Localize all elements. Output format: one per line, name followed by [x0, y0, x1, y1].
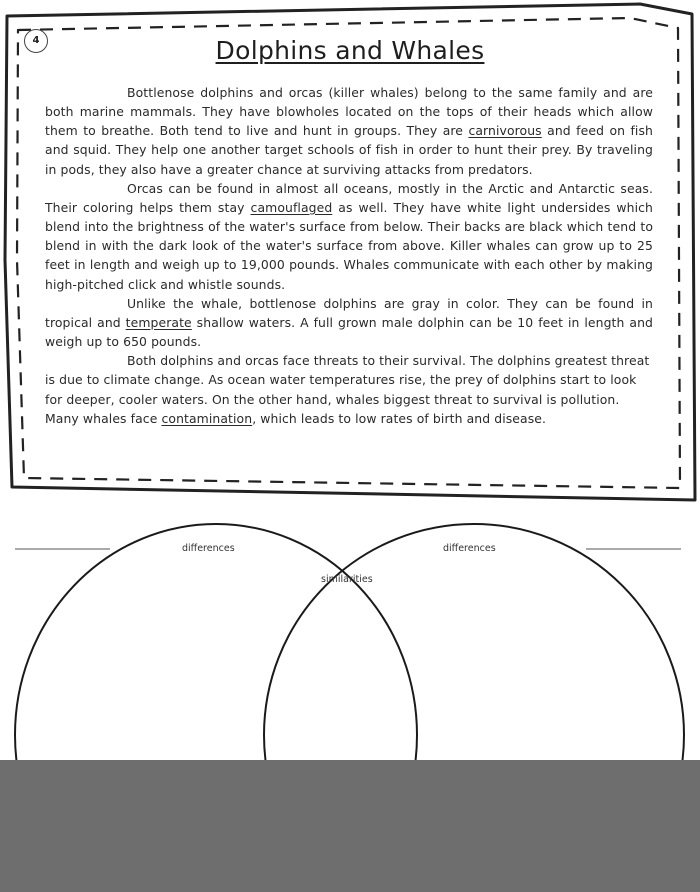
paragraph-4	[45, 351, 653, 428]
vocabulary-word: temperate	[125, 314, 192, 330]
paragraph-text: Orcas can be found in almost all oceans, mostly in the Arctic and Antarctic seas. Their coloring helps them stay	[45, 180, 653, 215]
bottom-gray-band	[0, 760, 700, 892]
vocabulary-word: carnivorous	[468, 123, 542, 139]
paragraph-text: Both dolphins and orcas face threats to their survival. The dolphins greatest threat is due to climate change. As ocean water temperatures rise, the prey of dolphins start to look for deeper, cooler waters. On the other hand, whales biggest threat to survival is pollution. Many whales face	[45, 353, 650, 426]
paragraph-text: Unlike the whale, bottlenose dolphins are gray in color. They can be found in tropical and	[45, 295, 653, 330]
vocabulary-word: camouflaged	[250, 199, 333, 215]
paragraph-1	[45, 83, 653, 179]
paragraph-text: , which leads to low rates of birth and disease.	[252, 410, 547, 426]
paragraph-2	[45, 179, 653, 294]
similarities-label: similarities	[321, 574, 373, 585]
right-differences-label: differences	[443, 543, 496, 554]
page-number-badge: 4	[24, 29, 48, 53]
vocabulary-word: contamination	[161, 410, 253, 426]
page-title: Dolphins and Whales	[215, 36, 485, 65]
paragraph-text: and feed on fish and squid. They help one another target schools of fish in order to hunt their prey. By traveling in pods, they also have a greater chance at surviving attacks from predators.	[45, 123, 653, 177]
paragraph-text: as well. They have white light undersides which blend into the brightness of the water's surface from below. Their backs are black which tend to blend in with the dark look of the water's surface from above. Killer whales can grow up to 25 feet in length and weigh up to 19,000 pounds. Whales communicate with each other by making high-pitched click and whistle sounds.	[45, 199, 653, 292]
paragraph-3	[45, 294, 653, 351]
venn-diagram	[0, 520, 700, 760]
reading-passage	[45, 83, 653, 428]
paragraph-text: Bottlenose dolphins and orcas (killer whales) belong to the same family and are both marine mammals. They have blowholes located on the tops of their heads which allow them to breathe. Both tend to live and hunt in groups. They are	[45, 85, 653, 139]
left-differences-label: differences	[182, 543, 235, 554]
paragraph-text: shallow waters. A full grown male dolphin can be 10 feet in length and weigh up to 650 pounds.	[45, 314, 653, 350]
